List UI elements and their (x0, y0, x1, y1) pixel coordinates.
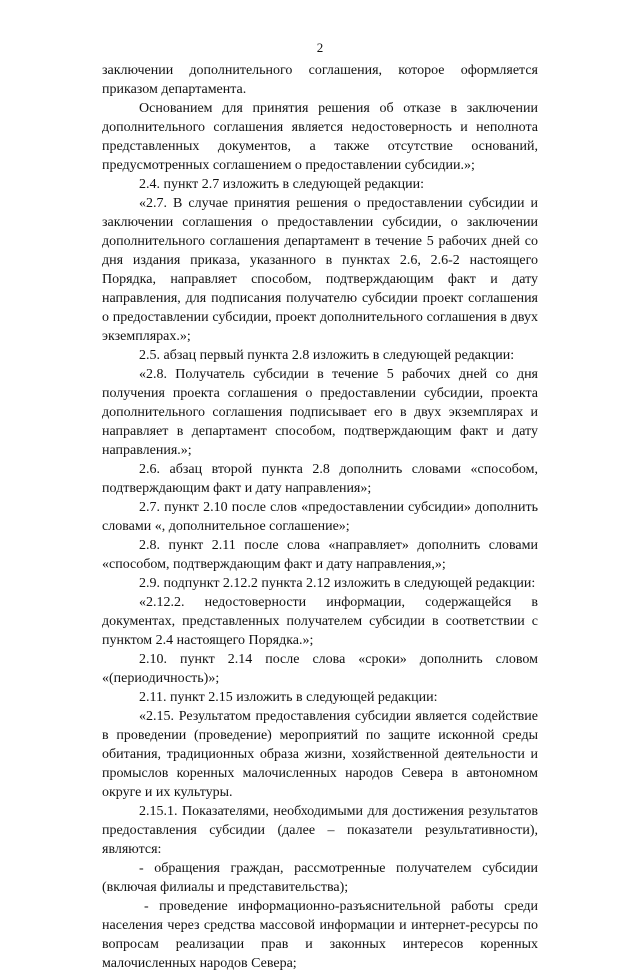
paragraph: «2.8. Получатель субсидии в течение 5 рабочих дней со дня получения проекта соглашения о предоставлении субсидии, проекта дополнительного соглашения подписывает его в двух экземплярах и направляет в департамент способом, подтверждающим факт и дату направления.»; (102, 367, 538, 458)
paragraph: 2.8. пункт 2.11 после слова «направляет» дополнить словами «способом, подтверждающим факт и дату направления,»; (102, 538, 538, 572)
paragraph: 2.6. абзац второй пункта 2.8 дополнить словами «способом, подтверждающим факт и дату направления»; (102, 462, 538, 496)
paragraph: 2.5. абзац первый пункта 2.8 изложить в следующей редакции: (139, 348, 515, 363)
paragraph: 2.9. подпункт 2.12.2 пункта 2.12 изложить в следующей редакции: (139, 576, 536, 591)
paragraph: 2.15.1. Показателями, необходимыми для достижения результатов предоставления субсидии (далее – показатели результативности), являются: (102, 804, 538, 857)
paragraph: Основанием для принятия решения об отказе в заключении дополнительного соглашения является недостоверность и неполнота представленных документов, а также отсутствие оснований, предусмотренных соглашением о предоставлении субсидии.»; (102, 101, 538, 173)
paragraph: «2.15. Результатом предоставления субсидии является содействие в проведении (проведение) мероприятий по защите исконной среды обитания, традиционных образа жизни, хозяйственной деятельности и промыслов коренных малочисленных народов Севера в автономном округе и их культуры. (102, 709, 538, 800)
paragraph: 2.11. пункт 2.15 изложить в следующей редакции: (139, 690, 438, 705)
paragraph: заключении дополнительного соглашения, которое оформляется приказом департамента. (102, 63, 538, 97)
page-number: 2 (316, 40, 324, 55)
paragraph: 2.7. пункт 2.10 после слов «предоставлении субсидии» дополнить словами «, дополнительное соглашение»; (102, 500, 538, 534)
paragraph: - проведение информационно-разъяснительной работы среди населения через средства массовой информации и интернет-ресурсы по вопросам реализации прав и законных интересов коренных малочисленных народов Севера; (102, 899, 538, 971)
paragraph: - обращения граждан, рассмотренные получателем субсидии (включая филиалы и представительства); (102, 861, 538, 895)
paragraph: «2.12.2. недостоверности информации, содержащейся в документах, представленных получателем субсидии в соответствии с пунктом 2.4 настоящего Порядка.»; (102, 595, 538, 648)
paragraph: 2.10. пункт 2.14 после слова «сроки» дополнить словом «(периодичность)»; (102, 652, 538, 686)
paragraph: 2.4. пункт 2.7 изложить в следующей редакции: (139, 177, 424, 192)
paragraph: «2.7. В случае принятия решения о предоставлении субсидии и заключении соглашения о предоставлении субсидии, о заключении дополнительного соглашения департамент в течение 5 рабочих дней со дня издания приказа, указанного в пунктах 2.6, 2.6-2 настоящего Порядка, направляет способом, подтверждающим факт и дату направления, для подписания получателю субсидии проект соглашения о предоставлении субсидии, проект дополнительного соглашения в двух экземплярах.»; (102, 196, 538, 344)
document-body (102, 61, 538, 973)
